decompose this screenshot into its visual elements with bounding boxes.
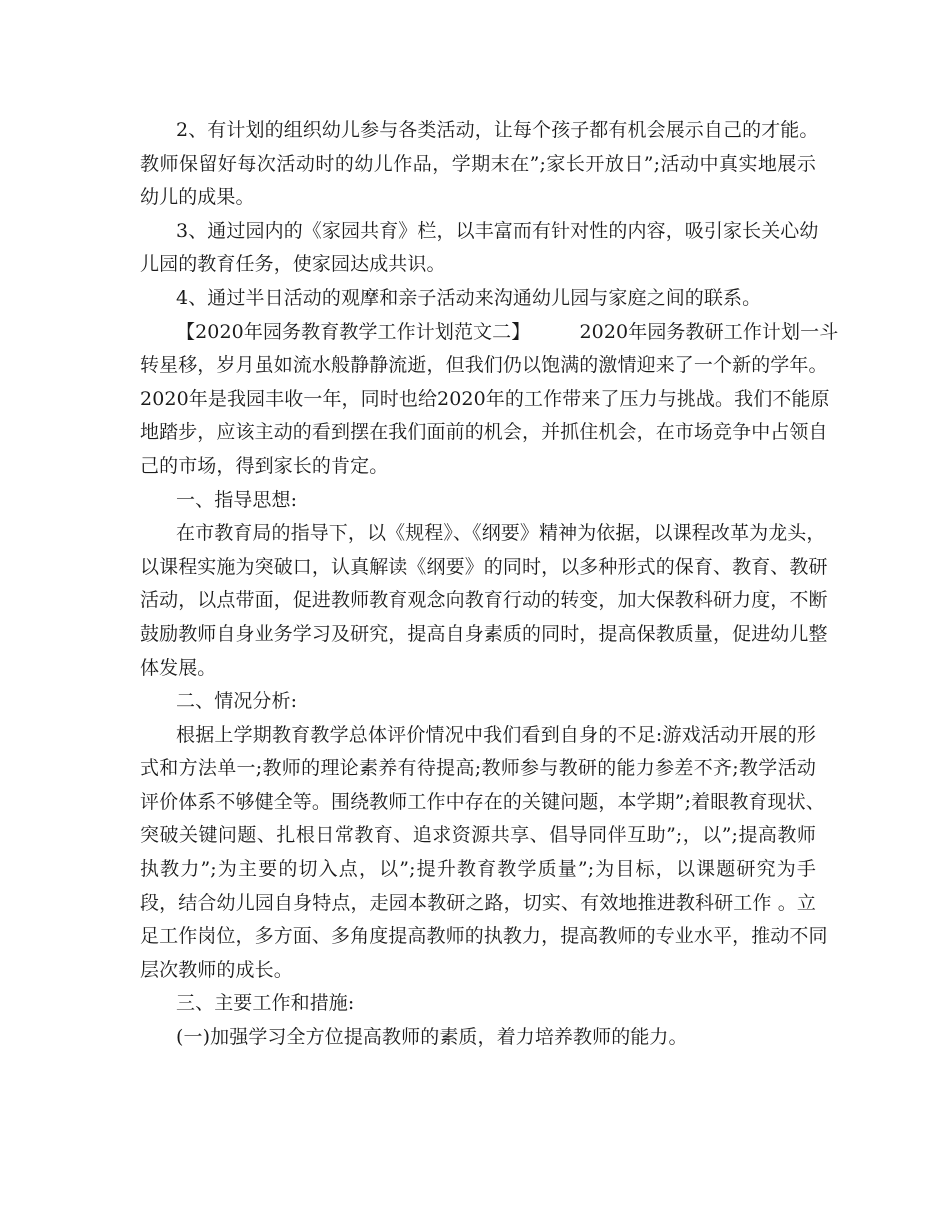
text-line: 2020年是我园丰收一年，同时也给2020年的工作带来了压力与挑战。我们不能原: [140, 387, 830, 410]
text-line: 以课程实施为突破口，认真解读《纲要》的同时，以多种形式的保育、教育、教研: [140, 555, 828, 578]
text-line: 地踏步，应该主动的看到摆在我们面前的机会，并抓住机会，在市场竞争中占领自: [140, 421, 828, 444]
text-line: 执教力”;为主要的切入点，以”;提升教育教学质量”;为目标，以课题研究为手: [140, 858, 816, 881]
text-line: 活动，以点带面，促进教师教育观念向教育行动的转变，加大保教科研力度，不断: [140, 589, 828, 612]
document-body: [140, 114, 839, 1055]
text-line: 足工作岗位，多方面、多角度提高教师的执教力，提高教师的专业水平，推动不同: [140, 925, 828, 948]
text-line: 在市教育局的指导下，以《规程》、《纲要》精神为依据，以课程改革为龙头，: [176, 522, 826, 545]
text-line: 【2020年园务教育教学工作计划范文二】 2020年园务教研工作计划一斗: [176, 320, 839, 343]
text-line: (一)加强学习全方位提高教师的素质，着力培养教师的能力。: [176, 1026, 688, 1049]
text-line: 评价体系不够健全等。围绕教师工作中存在的关键问题，本学期”;着眼教育现状、: [140, 790, 825, 813]
text-line: 一、指导思想:: [176, 488, 298, 511]
text-line: 转星移，岁月虽如流水般静静流逝，但我们仍以饱满的激情迎来了一个新的学年。: [140, 354, 828, 377]
text-line: 3、通过园内的《家园共育》栏，以丰富而有针对性的内容，吸引家长关心幼: [176, 219, 819, 242]
text-line: 2、有计划的组织幼儿参与各类活动，让每个孩子都有机会展示自己的才能。: [176, 119, 819, 141]
text-line: 4、通过半日活动的观摩和亲子活动来沟通幼儿园与家庭之间的联系。: [176, 286, 762, 309]
text-line: 段，结合幼儿园自身特点，走园本教研之路，切实、有效地推进教科研工作 。立: [140, 891, 816, 914]
text-line: 幼儿的成果。: [140, 186, 255, 209]
text-line: 己的市场，得到家长的肯定。: [140, 454, 389, 477]
text-line: 突破关键问题、扎根日常教育、追求资源共享、倡导同伴互助”;，以”;提高教师: [140, 824, 816, 847]
text-line: 鼓励教师自身业务学习及研究，提高自身素质的同时，提高保教质量，促进幼儿整: [140, 622, 828, 645]
text-line: 根据上学期教育教学总体评价情况中我们看到自身的不足:游戏活动开展的形: [176, 723, 816, 746]
text-line: 式和方法单一;教师的理论素养有待提高;教师参与教研的能力参差不齐;教学活动: [140, 757, 816, 780]
text-line: 三、主要工作和措施:: [176, 992, 355, 1015]
text-line: 层次教师的成长。: [140, 958, 293, 981]
text-line: 儿园的教育任务，使家园达成共识。: [140, 253, 446, 276]
text-line: 二、情况分析:: [176, 690, 298, 713]
text-line: 教师保留好每次活动时的幼儿作品，学期末在”;家长开放日”;活动中真实地展示: [140, 152, 816, 175]
text-line: 体发展。: [140, 656, 217, 679]
